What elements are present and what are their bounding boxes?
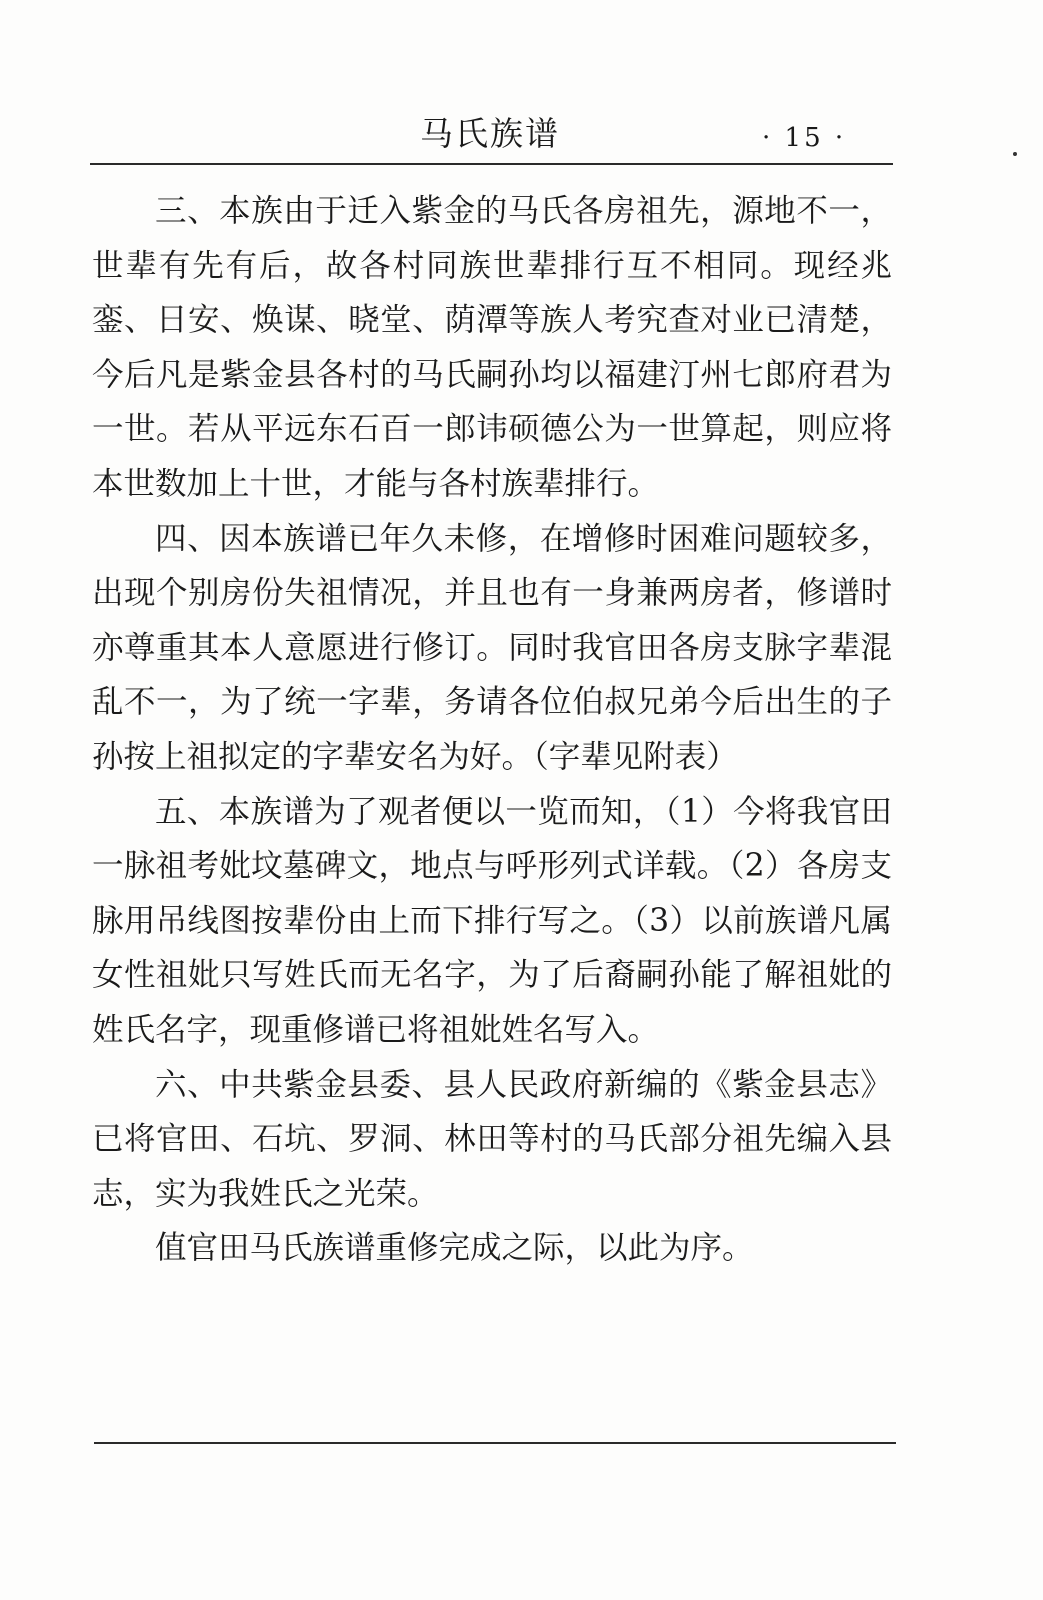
body-text [92,184,892,1276]
paragraph-4: 四、因本族谱已年久未修，在增修时困难问题较多，出现个别房份失祖情况，并且也有一身兼两房者，修谱时亦尊重其本人意愿进行修订。同时我官田各房支脉字辈混乱不一，为了统一字辈，务请各位伯叔兄弟今后出生的子孙按上祖拟定的字辈安名为好。（字辈见附表） [92,520,892,775]
paragraph-5: 五、本族谱为了观者便以一览而知，（1）今将我官田一脉祖考妣坟墓碑文，地点与呼形列式详载。（2）各房支脉用吊线图按辈份由上而下排行写之。（3）以前族谱凡属女性祖妣只写姓氏而无名字，为了后裔嗣孙能了解祖妣的姓氏名字，现重修谱已将祖妣姓名写入。 [92,793,892,1048]
scan-mark [1013,152,1017,156]
paragraph-3: 三、本族由于迁入紫金的马氏各房祖先，源地不一，世辈有先有后，故各村同族世辈排行互不相同。现经兆銮、日安、焕谋、晓堂、荫潭等族人考究查对业已清楚，今后凡是紫金县各村的马氏嗣孙均以福建汀州七郎府君为一世。若从平远东石百一郎讳硕德公为一世算起，则应将本世数加上十世，才能与各村族辈排行。 [92,193,892,502]
closing-paragraph: 值官田马氏族谱重修完成之际，以此为序。 [155,1230,754,1267]
paragraph-6: 六、中共紫金县委、县人民政府新编的《紫金县志》已将官田、石坑、罗洞、林田等村的马氏部分祖先编入县志，实为我姓氏之光荣。 [92,1066,892,1212]
footer-rule [94,1442,896,1444]
header-rule [90,163,893,165]
page-number: · 15 · [762,123,847,153]
running-title: 马氏族谱 [420,114,560,153]
